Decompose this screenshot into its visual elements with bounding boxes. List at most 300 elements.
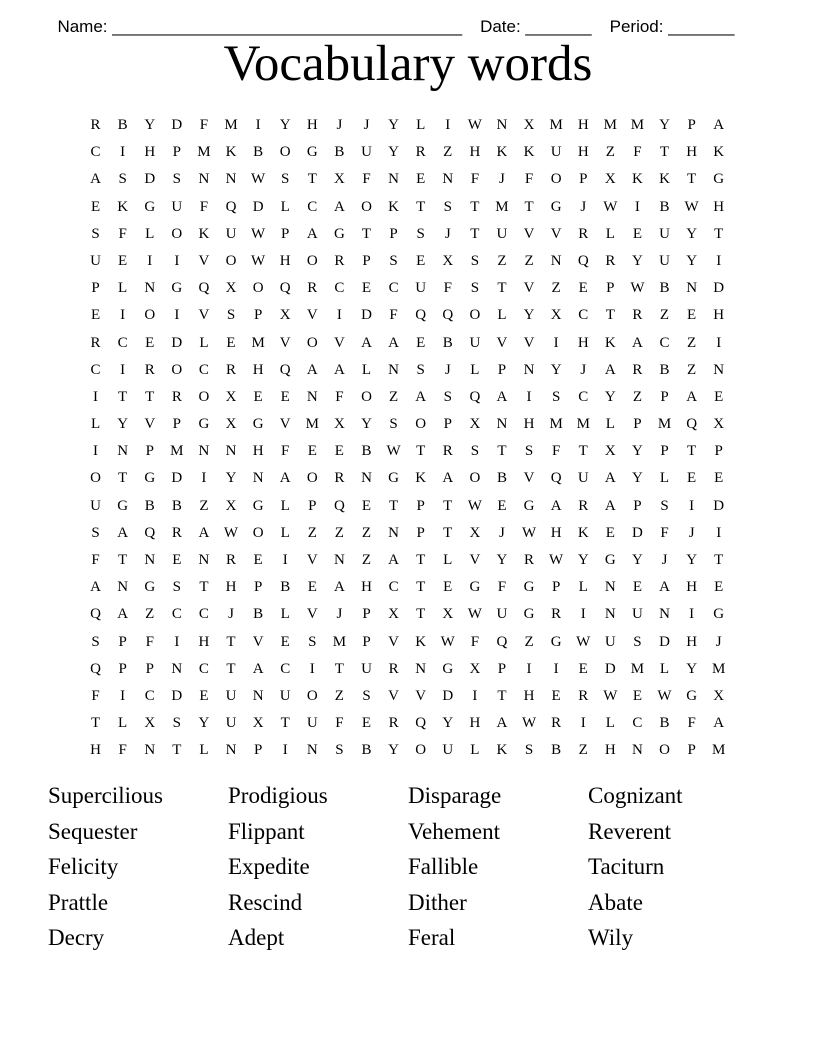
grid-letter[interactable]: P bbox=[551, 579, 561, 596]
grid-letter[interactable]: A bbox=[333, 579, 345, 596]
grid-letter[interactable]: I bbox=[93, 388, 99, 405]
grid-letter[interactable]: N bbox=[442, 171, 454, 188]
grid-letter[interactable]: E bbox=[253, 388, 263, 405]
grid-letter[interactable]: T bbox=[416, 552, 426, 568]
grid-letter[interactable]: V bbox=[523, 470, 535, 487]
grid-letter[interactable]: Y bbox=[117, 416, 129, 433]
grid-letter[interactable]: C bbox=[117, 334, 128, 351]
grid-letter[interactable]: Y bbox=[496, 552, 508, 568]
grid-letter[interactable]: L bbox=[199, 742, 209, 759]
grid-letter[interactable]: N bbox=[252, 687, 264, 704]
grid-letter[interactable]: T bbox=[226, 633, 236, 650]
grid-letter[interactable]: R bbox=[442, 443, 453, 460]
grid-letter[interactable]: D bbox=[171, 687, 183, 704]
grid-letter[interactable]: D bbox=[361, 307, 372, 324]
grid-letter[interactable]: L bbox=[90, 416, 101, 433]
grid-letter[interactable]: P bbox=[497, 660, 507, 677]
grid-letter[interactable]: X bbox=[442, 252, 454, 269]
grid-letter[interactable]: Z bbox=[334, 524, 344, 541]
grid-letter[interactable]: I bbox=[526, 660, 532, 677]
grid-letter[interactable]: R bbox=[171, 388, 182, 405]
grid-letter[interactable]: T bbox=[172, 742, 182, 759]
grid-letter[interactable]: P bbox=[118, 660, 127, 677]
grid-letter[interactable]: P bbox=[714, 443, 723, 460]
grid-letter[interactable]: S bbox=[362, 687, 371, 704]
grid-letter[interactable]: R bbox=[632, 361, 643, 378]
grid-letter[interactable]: M bbox=[224, 117, 238, 133]
grid-letter[interactable]: V bbox=[388, 633, 399, 650]
grid-letter[interactable]: K bbox=[198, 225, 210, 242]
grid-letter[interactable]: Y bbox=[442, 715, 454, 732]
grid-letter[interactable]: H bbox=[523, 687, 535, 704]
grid-letter[interactable]: Z bbox=[659, 307, 670, 324]
grid-letter[interactable]: W bbox=[521, 715, 537, 732]
grid-letter[interactable]: H bbox=[686, 633, 698, 650]
grid-letter[interactable]: B bbox=[659, 715, 670, 732]
grid-letter[interactable]: T bbox=[714, 225, 724, 242]
grid-letter[interactable]: V bbox=[523, 225, 535, 242]
grid-letter[interactable]: C bbox=[144, 687, 155, 704]
grid-letter[interactable]: N bbox=[225, 171, 237, 188]
grid-letter[interactable]: I bbox=[472, 687, 478, 704]
grid-letter[interactable]: D bbox=[171, 470, 183, 487]
grid-letter[interactable]: X bbox=[713, 416, 725, 433]
grid-letter[interactable]: R bbox=[334, 252, 345, 269]
grid-letter[interactable]: I bbox=[580, 606, 586, 623]
grid-letter[interactable]: F bbox=[199, 198, 209, 215]
grid-letter[interactable]: F bbox=[524, 171, 534, 188]
grid-letter[interactable]: V bbox=[198, 307, 210, 324]
grid-letter[interactable]: K bbox=[117, 198, 129, 215]
grid-letter[interactable]: O bbox=[279, 144, 291, 161]
grid-letter[interactable]: C bbox=[280, 660, 291, 677]
grid-letter[interactable]: A bbox=[550, 497, 562, 514]
grid-letter[interactable]: F bbox=[443, 280, 452, 297]
grid-letter[interactable]: D bbox=[659, 633, 670, 650]
grid-letter[interactable]: E bbox=[253, 552, 263, 568]
grid-letter[interactable]: N bbox=[496, 416, 508, 433]
grid-letter[interactable]: F bbox=[145, 633, 154, 650]
grid-letter[interactable]: H bbox=[577, 334, 589, 351]
grid-letter[interactable]: G bbox=[713, 171, 725, 188]
grid-letter[interactable]: T bbox=[714, 552, 724, 568]
grid-letter[interactable]: W bbox=[467, 606, 482, 623]
grid-letter[interactable]: Y bbox=[632, 252, 643, 269]
grid-letter[interactable]: M bbox=[251, 334, 265, 351]
grid-letter[interactable]: T bbox=[497, 687, 507, 704]
grid-letter[interactable]: Y bbox=[225, 470, 237, 487]
grid-letter[interactable]: G bbox=[523, 497, 535, 514]
grid-letter[interactable]: C bbox=[659, 334, 670, 351]
grid-letter[interactable]: W bbox=[251, 171, 266, 188]
grid-letter[interactable]: F bbox=[633, 144, 642, 161]
grid-letter[interactable]: I bbox=[553, 660, 559, 677]
grid-letter[interactable]: E bbox=[416, 334, 426, 351]
grid-letter[interactable]: L bbox=[497, 307, 507, 324]
grid-letter[interactable]: V bbox=[306, 606, 318, 623]
grid-letter[interactable]: X bbox=[469, 416, 481, 433]
grid-letter[interactable]: O bbox=[252, 524, 264, 541]
grid-letter[interactable]: F bbox=[551, 443, 561, 460]
grid-letter[interactable]: M bbox=[332, 633, 347, 650]
grid-letter[interactable]: Z bbox=[578, 742, 588, 759]
grid-letter[interactable]: A bbox=[117, 606, 129, 623]
grid-letter[interactable]: F bbox=[389, 307, 398, 324]
grid-letter[interactable]: E bbox=[632, 687, 642, 704]
grid-letter[interactable]: Z bbox=[307, 524, 317, 541]
grid-letter[interactable]: J bbox=[688, 524, 695, 541]
grid-letter[interactable]: R bbox=[388, 660, 399, 677]
grid-letter[interactable]: N bbox=[144, 280, 156, 297]
grid-letter[interactable]: F bbox=[470, 633, 480, 650]
grid-letter[interactable]: J bbox=[580, 198, 587, 215]
grid-letter[interactable]: V bbox=[523, 334, 535, 351]
grid-letter[interactable]: S bbox=[172, 715, 181, 732]
grid-letter[interactable]: D bbox=[252, 198, 264, 215]
grid-letter[interactable]: Y bbox=[144, 117, 156, 133]
grid-letter[interactable]: Y bbox=[632, 470, 643, 487]
grid-letter[interactable]: F bbox=[335, 388, 344, 405]
grid-letter[interactable]: T bbox=[334, 660, 344, 677]
grid-letter[interactable]: H bbox=[279, 252, 291, 269]
grid-letter[interactable]: Z bbox=[524, 633, 534, 650]
grid-letter[interactable]: M bbox=[170, 443, 184, 460]
grid-letter[interactable]: Y bbox=[577, 552, 589, 568]
grid-letter[interactable]: G bbox=[604, 552, 616, 568]
grid-letter[interactable]: I bbox=[716, 524, 722, 541]
grid-letter[interactable]: C bbox=[578, 388, 589, 405]
grid-letter[interactable]: Q bbox=[577, 252, 589, 269]
grid-letter[interactable]: O bbox=[361, 388, 372, 405]
grid-letter[interactable]: B bbox=[659, 361, 670, 378]
grid-letter[interactable]: W bbox=[386, 443, 401, 460]
grid-letter[interactable]: B bbox=[144, 497, 155, 514]
grid-letter[interactable]: E bbox=[714, 470, 724, 487]
grid-letter[interactable]: M bbox=[603, 117, 617, 133]
grid-letter[interactable]: Z bbox=[497, 252, 507, 269]
grid-letter[interactable]: S bbox=[633, 633, 642, 650]
grid-letter[interactable]: I bbox=[282, 552, 288, 568]
date-field[interactable]: Date: _______ bbox=[480, 17, 592, 36]
grid-letter[interactable]: C bbox=[388, 280, 399, 297]
grid-letter[interactable]: N bbox=[198, 443, 210, 460]
grid-letter[interactable]: U bbox=[225, 715, 237, 732]
grid-letter[interactable]: I bbox=[716, 334, 722, 351]
grid-letter[interactable]: Q bbox=[198, 280, 210, 297]
grid-letter[interactable]: X bbox=[252, 715, 264, 732]
grid-letter[interactable]: K bbox=[225, 144, 237, 161]
grid-letter[interactable]: I bbox=[93, 443, 99, 460]
grid-letter[interactable]: A bbox=[117, 524, 129, 541]
grid-letter[interactable]: W bbox=[630, 280, 645, 297]
grid-letter[interactable]: E bbox=[334, 443, 344, 460]
grid-letter[interactable]: G bbox=[252, 416, 264, 433]
grid-letter[interactable]: T bbox=[199, 579, 209, 596]
grid-letter[interactable]: O bbox=[306, 687, 318, 704]
grid-letter[interactable]: T bbox=[361, 225, 372, 242]
grid-letter[interactable]: P bbox=[253, 307, 263, 324]
grid-letter[interactable]: O bbox=[306, 334, 318, 351]
grid-letter[interactable]: U bbox=[361, 144, 372, 161]
grid-letter[interactable]: U bbox=[90, 252, 101, 269]
grid-letter[interactable]: J bbox=[336, 117, 343, 133]
grid-letter[interactable]: B bbox=[171, 497, 182, 514]
grid-letter[interactable]: C bbox=[90, 144, 101, 161]
grid-letter[interactable]: Q bbox=[550, 470, 562, 487]
grid-letter[interactable]: Z bbox=[145, 606, 155, 623]
grid-letter[interactable]: G bbox=[144, 579, 156, 596]
grid-letter[interactable]: J bbox=[363, 117, 370, 133]
grid-letter[interactable]: P bbox=[389, 225, 398, 242]
grid-letter[interactable]: I bbox=[174, 252, 180, 269]
grid-letter[interactable]: L bbox=[280, 497, 290, 514]
grid-letter[interactable]: I bbox=[553, 334, 559, 351]
grid-letter[interactable]: O bbox=[306, 252, 318, 269]
grid-letter[interactable]: O bbox=[550, 171, 562, 188]
grid-letter[interactable]: I bbox=[445, 117, 451, 133]
grid-letter[interactable]: U bbox=[550, 144, 562, 161]
grid-letter[interactable]: B bbox=[551, 742, 562, 759]
grid-letter[interactable]: E bbox=[632, 225, 642, 242]
grid-letter[interactable]: D bbox=[171, 117, 183, 133]
grid-letter[interactable]: R bbox=[578, 225, 589, 242]
grid-letter[interactable]: U bbox=[442, 742, 454, 759]
grid-letter[interactable]: K bbox=[496, 144, 508, 161]
grid-letter[interactable]: R bbox=[334, 470, 345, 487]
grid-letter[interactable]: O bbox=[144, 307, 156, 324]
grid-letter[interactable]: A bbox=[388, 552, 399, 568]
grid-letter[interactable]: T bbox=[118, 470, 128, 487]
grid-letter[interactable]: P bbox=[145, 660, 154, 677]
grid-letter[interactable]: U bbox=[632, 606, 643, 623]
grid-letter[interactable]: X bbox=[388, 606, 399, 623]
grid-letter[interactable]: F bbox=[118, 742, 127, 759]
grid-letter[interactable]: O bbox=[659, 742, 670, 759]
grid-letter[interactable]: Q bbox=[686, 416, 698, 433]
grid-letter[interactable]: S bbox=[389, 252, 398, 269]
grid-letter[interactable]: I bbox=[689, 497, 695, 514]
grid-letter[interactable]: W bbox=[657, 687, 672, 704]
grid-letter[interactable]: L bbox=[199, 334, 209, 351]
grid-letter[interactable]: K bbox=[659, 171, 670, 188]
grid-letter[interactable]: A bbox=[604, 361, 616, 378]
grid-letter[interactable]: L bbox=[118, 280, 128, 297]
grid-letter[interactable]: E bbox=[687, 307, 697, 324]
grid-letter[interactable]: C bbox=[388, 579, 399, 596]
grid-letter[interactable]: S bbox=[470, 443, 480, 460]
grid-letter[interactable]: I bbox=[120, 687, 126, 704]
grid-letter[interactable]: U bbox=[361, 660, 372, 677]
grid-letter[interactable]: V bbox=[144, 416, 156, 433]
grid-letter[interactable]: U bbox=[659, 225, 670, 242]
grid-letter[interactable]: T bbox=[416, 606, 426, 623]
grid-letter[interactable]: H bbox=[577, 117, 589, 133]
grid-letter[interactable]: I bbox=[526, 388, 532, 405]
grid-letter[interactable]: G bbox=[686, 687, 698, 704]
grid-letter[interactable]: U bbox=[604, 633, 616, 650]
grid-letter[interactable]: W bbox=[467, 117, 482, 133]
grid-letter[interactable]: G bbox=[523, 606, 535, 623]
grid-letter[interactable]: J bbox=[228, 606, 234, 623]
grid-letter[interactable]: A bbox=[659, 579, 670, 596]
grid-letter[interactable]: L bbox=[659, 470, 670, 487]
grid-letter[interactable]: H bbox=[225, 579, 237, 596]
grid-letter[interactable]: L bbox=[659, 660, 670, 677]
grid-letter[interactable]: T bbox=[605, 307, 615, 324]
grid-letter[interactable]: P bbox=[253, 742, 263, 759]
grid-letter[interactable]: C bbox=[307, 198, 318, 215]
grid-letter[interactable]: J bbox=[444, 361, 451, 378]
grid-letter[interactable]: B bbox=[334, 144, 345, 161]
grid-letter[interactable]: N bbox=[415, 660, 427, 677]
grid-letter[interactable]: G bbox=[171, 280, 183, 297]
grid-letter[interactable]: M bbox=[712, 742, 726, 759]
grid-letter[interactable]: P bbox=[579, 171, 588, 188]
grid-letter[interactable]: P bbox=[145, 443, 154, 460]
grid-letter[interactable]: Y bbox=[388, 117, 399, 133]
grid-letter[interactable]: J bbox=[715, 633, 722, 650]
grid-letter[interactable]: L bbox=[118, 715, 128, 732]
grid-letter[interactable]: W bbox=[251, 225, 266, 242]
grid-letter[interactable]: H bbox=[686, 144, 698, 161]
grid-letter[interactable]: P bbox=[416, 524, 425, 541]
grid-letter[interactable]: U bbox=[306, 715, 318, 732]
grid-letter[interactable]: O bbox=[361, 198, 372, 215]
grid-letter[interactable]: N bbox=[333, 552, 345, 568]
grid-letter[interactable]: S bbox=[416, 361, 425, 378]
grid-letter[interactable]: O bbox=[469, 307, 481, 324]
grid-letter[interactable]: A bbox=[90, 579, 101, 596]
grid-letter[interactable]: X bbox=[469, 660, 481, 677]
grid-letter[interactable]: U bbox=[469, 334, 481, 351]
grid-letter[interactable]: L bbox=[470, 361, 480, 378]
grid-letter[interactable]: M bbox=[712, 660, 726, 677]
grid-letter[interactable]: I bbox=[255, 117, 261, 133]
grid-letter[interactable]: H bbox=[144, 144, 156, 161]
grid-letter[interactable]: M bbox=[657, 416, 672, 433]
grid-letter[interactable]: D bbox=[171, 334, 183, 351]
grid-letter[interactable]: U bbox=[496, 225, 508, 242]
grid-letter[interactable]: M bbox=[305, 416, 319, 433]
grid-letter[interactable]: S bbox=[389, 416, 398, 433]
grid-letter[interactable]: O bbox=[90, 470, 101, 487]
grid-letter[interactable]: E bbox=[416, 252, 426, 269]
grid-letter[interactable]: Y bbox=[686, 225, 698, 242]
grid-letter[interactable]: F bbox=[470, 171, 480, 188]
grid-letter[interactable]: Z bbox=[632, 388, 642, 405]
grid-letter[interactable]: O bbox=[171, 361, 183, 378]
grid-letter[interactable]: V bbox=[469, 552, 481, 568]
grid-letter[interactable]: Z bbox=[551, 280, 561, 297]
grid-letter[interactable]: L bbox=[280, 606, 290, 623]
grid-letter[interactable]: R bbox=[578, 687, 589, 704]
grid-letter[interactable]: T bbox=[687, 443, 697, 460]
grid-letter[interactable]: U bbox=[225, 687, 237, 704]
grid-letter[interactable]: L bbox=[280, 198, 290, 215]
grid-letter[interactable]: C bbox=[198, 606, 209, 623]
grid-letter[interactable]: L bbox=[416, 117, 426, 133]
grid-letter[interactable]: T bbox=[118, 552, 128, 568]
grid-letter[interactable]: P bbox=[633, 416, 642, 433]
grid-letter[interactable]: S bbox=[470, 280, 480, 297]
grid-letter[interactable]: Q bbox=[90, 606, 101, 623]
grid-letter[interactable]: E bbox=[226, 334, 236, 351]
grid-letter[interactable]: L bbox=[361, 361, 372, 378]
grid-letter[interactable]: T bbox=[470, 225, 480, 242]
grid-letter[interactable]: T bbox=[524, 198, 534, 215]
grid-letter[interactable]: Z bbox=[361, 552, 372, 568]
grid-letter[interactable]: B bbox=[361, 742, 372, 759]
grid-letter[interactable]: E bbox=[307, 579, 317, 596]
grid-letter[interactable]: N bbox=[388, 171, 399, 188]
grid-letter[interactable]: Y bbox=[523, 307, 535, 324]
grid-letter[interactable]: A bbox=[306, 361, 318, 378]
grid-letter[interactable]: U bbox=[496, 606, 508, 623]
grid-letter[interactable]: E bbox=[578, 280, 588, 297]
grid-letter[interactable]: D bbox=[713, 280, 725, 297]
grid-letter[interactable]: P bbox=[660, 443, 669, 460]
grid-letter[interactable]: T bbox=[443, 497, 453, 514]
grid-letter[interactable]: V bbox=[306, 552, 318, 568]
grid-letter[interactable]: G bbox=[713, 606, 725, 623]
grid-letter[interactable]: N bbox=[550, 252, 562, 269]
grid-letter[interactable]: H bbox=[550, 524, 562, 541]
grid-letter[interactable]: Z bbox=[443, 144, 453, 161]
grid-letter[interactable]: T bbox=[470, 198, 480, 215]
grid-letter[interactable]: V bbox=[415, 687, 427, 704]
grid-letter[interactable]: A bbox=[713, 715, 725, 732]
grid-letter[interactable]: O bbox=[225, 252, 237, 269]
grid-letter[interactable]: G bbox=[252, 497, 264, 514]
grid-letter[interactable]: A bbox=[198, 524, 210, 541]
grid-letter[interactable]: T bbox=[416, 579, 426, 596]
grid-letter[interactable]: D bbox=[632, 524, 643, 541]
grid-letter[interactable]: S bbox=[91, 633, 100, 650]
grid-letter[interactable]: S bbox=[416, 225, 425, 242]
grid-letter[interactable]: I bbox=[147, 252, 153, 269]
grid-letter[interactable]: L bbox=[605, 225, 615, 242]
grid-letter[interactable]: E bbox=[90, 198, 101, 215]
grid-letter[interactable]: B bbox=[253, 606, 264, 623]
grid-letter[interactable]: Q bbox=[415, 307, 427, 324]
grid-letter[interactable]: F bbox=[91, 687, 100, 704]
grid-letter[interactable]: U bbox=[225, 225, 237, 242]
grid-letter[interactable]: U bbox=[659, 252, 670, 269]
grid-letter[interactable]: X bbox=[225, 388, 237, 405]
grid-letter[interactable]: D bbox=[713, 497, 725, 514]
grid-letter[interactable]: W bbox=[521, 524, 537, 541]
grid-letter[interactable]: N bbox=[144, 742, 156, 759]
grid-letter[interactable]: G bbox=[550, 198, 562, 215]
grid-letter[interactable]: S bbox=[660, 497, 669, 514]
grid-letter[interactable]: J bbox=[444, 225, 451, 242]
grid-letter[interactable]: N bbox=[225, 443, 237, 460]
grid-letter[interactable]: H bbox=[252, 361, 264, 378]
grid-letter[interactable]: K bbox=[713, 144, 725, 161]
grid-letter[interactable]: E bbox=[361, 715, 372, 732]
grid-letter[interactable]: X bbox=[333, 416, 345, 433]
grid-letter[interactable]: O bbox=[252, 280, 264, 297]
grid-letter[interactable]: L bbox=[443, 552, 453, 568]
grid-letter[interactable]: A bbox=[361, 334, 372, 351]
grid-letter[interactable]: Y bbox=[361, 416, 372, 433]
grid-letter[interactable]: N bbox=[198, 171, 210, 188]
grid-letter[interactable]: S bbox=[335, 742, 344, 759]
grid-letter[interactable]: S bbox=[443, 388, 452, 405]
grid-letter[interactable]: I bbox=[174, 633, 180, 650]
grid-letter[interactable]: S bbox=[470, 252, 480, 269]
grid-letter[interactable]: E bbox=[361, 497, 372, 514]
